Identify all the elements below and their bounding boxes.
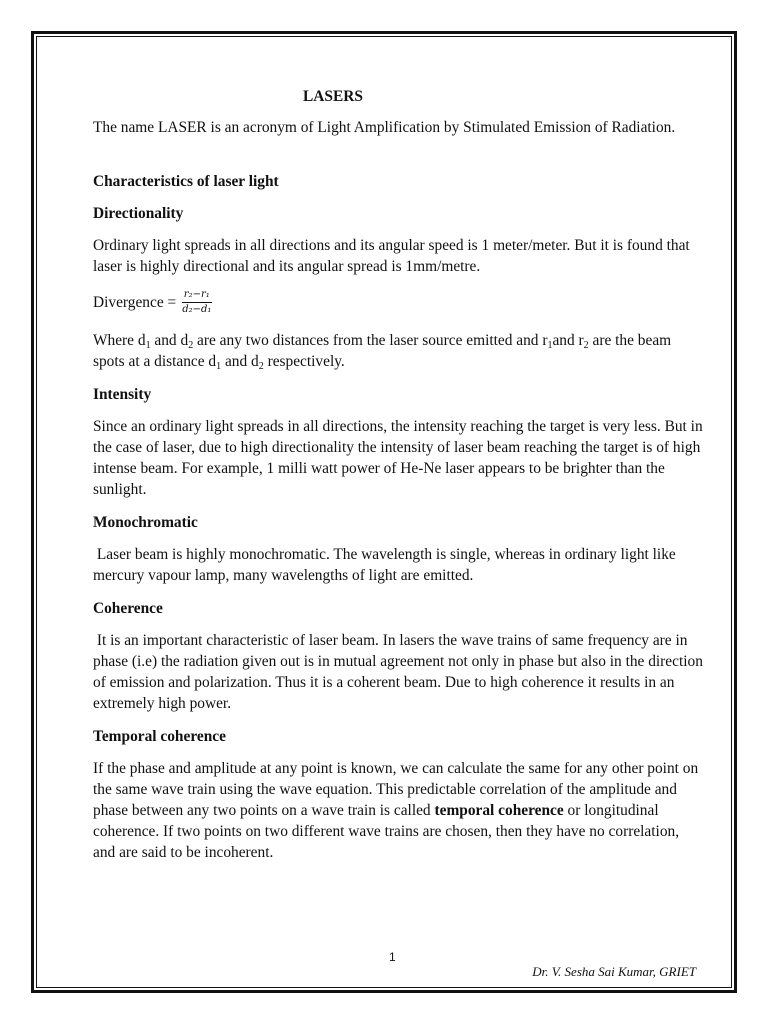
section-heading: Characteristics of laser light <box>93 173 279 190</box>
directionality-paragraph: Ordinary light spreads in all directions and its angular speed is 1 meter/meter. But it is found that laser is highly directional and its angular spread is 1mm/metre. <box>93 237 690 275</box>
heading-monochromatic: Monochromatic <box>93 514 198 531</box>
temporal-coherence-paragraph: If the phase and amplitude at any point is known, we can calculate the same for any other point on the same wave train using the wave equation. This predictable correlation of the amplitude and phase between any two points on a wave train is called temporal coherence or longitudinal coherence. If two points on two different wave trains are chosen, then they have no correlation, and are said to be incoherent. <box>93 760 699 861</box>
monochromatic-paragraph: Laser beam is highly monochromatic. The wavelength is single, whereas in ordinary light like mercury vapour lamp, many wavelengths of light are emitted. <box>93 546 680 584</box>
where-paragraph: Where $d_1$ and $d_2$ are any two distances from the laser source emitted and $r_1and$ $r_2$ are the beam spots at a distance $d_1$ and $d_2$ respectively. <box>93 332 672 372</box>
intro-paragraph: The name LASER is an acronym of Light Amplification by Stimulated Emission of Radiation. <box>93 119 676 136</box>
term-temporal-coherence: temporal coherence <box>434 802 564 819</box>
document-title: LASERS <box>303 88 363 105</box>
formula-label: Divergence = <box>93 294 177 311</box>
document-body <box>93 86 707 875</box>
formula-denominator: d₂−d₁ <box>182 304 212 315</box>
formula-numerator: r₂−r₁ <box>182 289 212 303</box>
heading-intensity: Intensity <box>93 386 152 403</box>
footer-author: Dr. V. Sesha Sai Kumar, GRIET <box>532 964 696 979</box>
coherence-paragraph: It is an important characteristic of laser beam. In lasers the wave trains of same frequency are in phase (i.e) the radiation given out is in mutual agreement not only in phase but also in the direction of emission and polarization. Thus it is a coherent beam. Due to high coherence it results in an extremely high power. <box>93 632 707 712</box>
heading-coherence: Coherence <box>93 600 163 617</box>
heading-directionality: Directionality <box>93 205 184 222</box>
intensity-paragraph: Since an ordinary light spreads in all directions, the intensity reaching the target is very less. But in the case of laser, due to high directionality the intensity of laser beam reaching the target is of high intense beam. For example, 1 milli watt power of He-Ne laser appears to be brighter than the sunlight. <box>93 418 703 498</box>
formula-fraction <box>180 289 213 316</box>
divergence-formula <box>93 289 703 316</box>
heading-temporal-coherence: Temporal coherence <box>93 728 226 745</box>
page-number: 1 <box>389 950 396 964</box>
